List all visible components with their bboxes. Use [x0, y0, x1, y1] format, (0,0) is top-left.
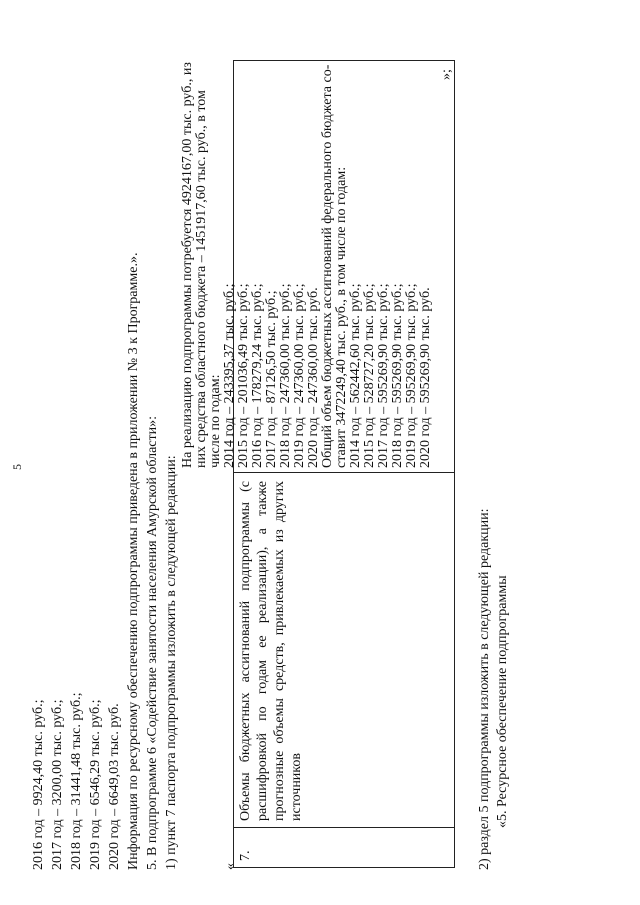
value-line: 2015 год – 528727,20 тыс. руб.; — [362, 283, 377, 468]
subprogram-6-heading: 5. В подпрограмме 6 «Содействие занятости населения Амурской области»: — [145, 415, 160, 870]
value-line: 2019 год – 595269,90 тыс. руб.; — [404, 283, 419, 468]
value-line: 2018 год – 247360,00 тыс. руб.; — [278, 283, 293, 468]
value-line: 2019 год – 247360,00 тыс. руб.; — [292, 283, 307, 468]
passport-item-7-instruction: 1) пункт 7 паспорта подпрограммы изложить в следующей редакции: — [164, 455, 179, 870]
table-number-cell — [234, 827, 454, 867]
section-5-title: «5. Ресурсное обеспечение подпрограммы — [495, 575, 510, 828]
value-line: 2020 год – 595269,90 тыс. руб. — [418, 287, 433, 468]
value-line: 2016 год – 178279,24 тыс. руб.; — [250, 283, 265, 468]
value-line: 2014 год – 562442,60 тыс. руб.; — [348, 283, 363, 468]
value-line: На реализацию подпрограммы потребуется 4924167,00 тыс. руб., из — [180, 62, 195, 468]
value-line: 2014 год – 243395,37 тыс. руб.; — [222, 283, 237, 468]
table-row-label: Объемы бюджетных ассигнований подпрограммы (с расшифровкой по годам ее реализации), а также прогнозные объемы средств, привлекаемых из других источников — [238, 481, 304, 821]
table-value-cell — [180, 59, 454, 472]
funding-line-2017: 2017 год – 3200,00 тыс. руб.; — [50, 699, 65, 870]
table-label-cell — [234, 472, 454, 827]
funding-line-2020: 2020 год – 6649,03 тыс. руб. — [107, 703, 122, 870]
value-line: ставит 3472249,40 тыс. руб., в том числе по годам: — [334, 166, 349, 468]
funding-line-2019: 2019 год – 6546,29 тыс. руб.; — [88, 699, 103, 870]
section-5-instruction: 2) раздел 5 подпрограммы изложить в следующей редакции: — [477, 508, 492, 870]
value-line: 2017 год – 595269,90 тыс. руб.; — [376, 283, 391, 468]
value-line: Общий объем бюджетных ассигнований федерального бюджета со- — [320, 64, 335, 468]
opening-quote: « — [223, 863, 238, 870]
rotated-document-page — [5, 20, 625, 880]
page-number: 5 — [10, 464, 24, 470]
value-line: 2020 год – 247360,00 тыс. руб. — [306, 287, 321, 468]
resource-info-paragraph: Информация по ресурсному обеспечению подпрограммы приведена в приложении № 3 к Программе.». — [126, 252, 141, 870]
passport-table — [180, 60, 455, 868]
value-line: них средства областного бюджета – 1451917,60 тыс. руб., в том — [194, 90, 209, 468]
value-line: числе по годам: — [208, 374, 223, 468]
funding-line-2016: 2016 год – 9924,40 тыс. руб.; — [31, 699, 46, 870]
closing-quote: »; — [439, 69, 454, 80]
table-row-number: 7. — [238, 850, 253, 861]
value-line: 2015 год – 201036,49 тыс. руб.; — [236, 283, 251, 468]
value-line: 2018 год – 595269,90 тыс. руб.; — [390, 283, 405, 468]
funding-line-2018: 2018 год – 31441,48 тыс. руб.; — [69, 692, 84, 870]
value-line: 2017 год – 87126,50 тыс. руб.; — [264, 290, 279, 468]
